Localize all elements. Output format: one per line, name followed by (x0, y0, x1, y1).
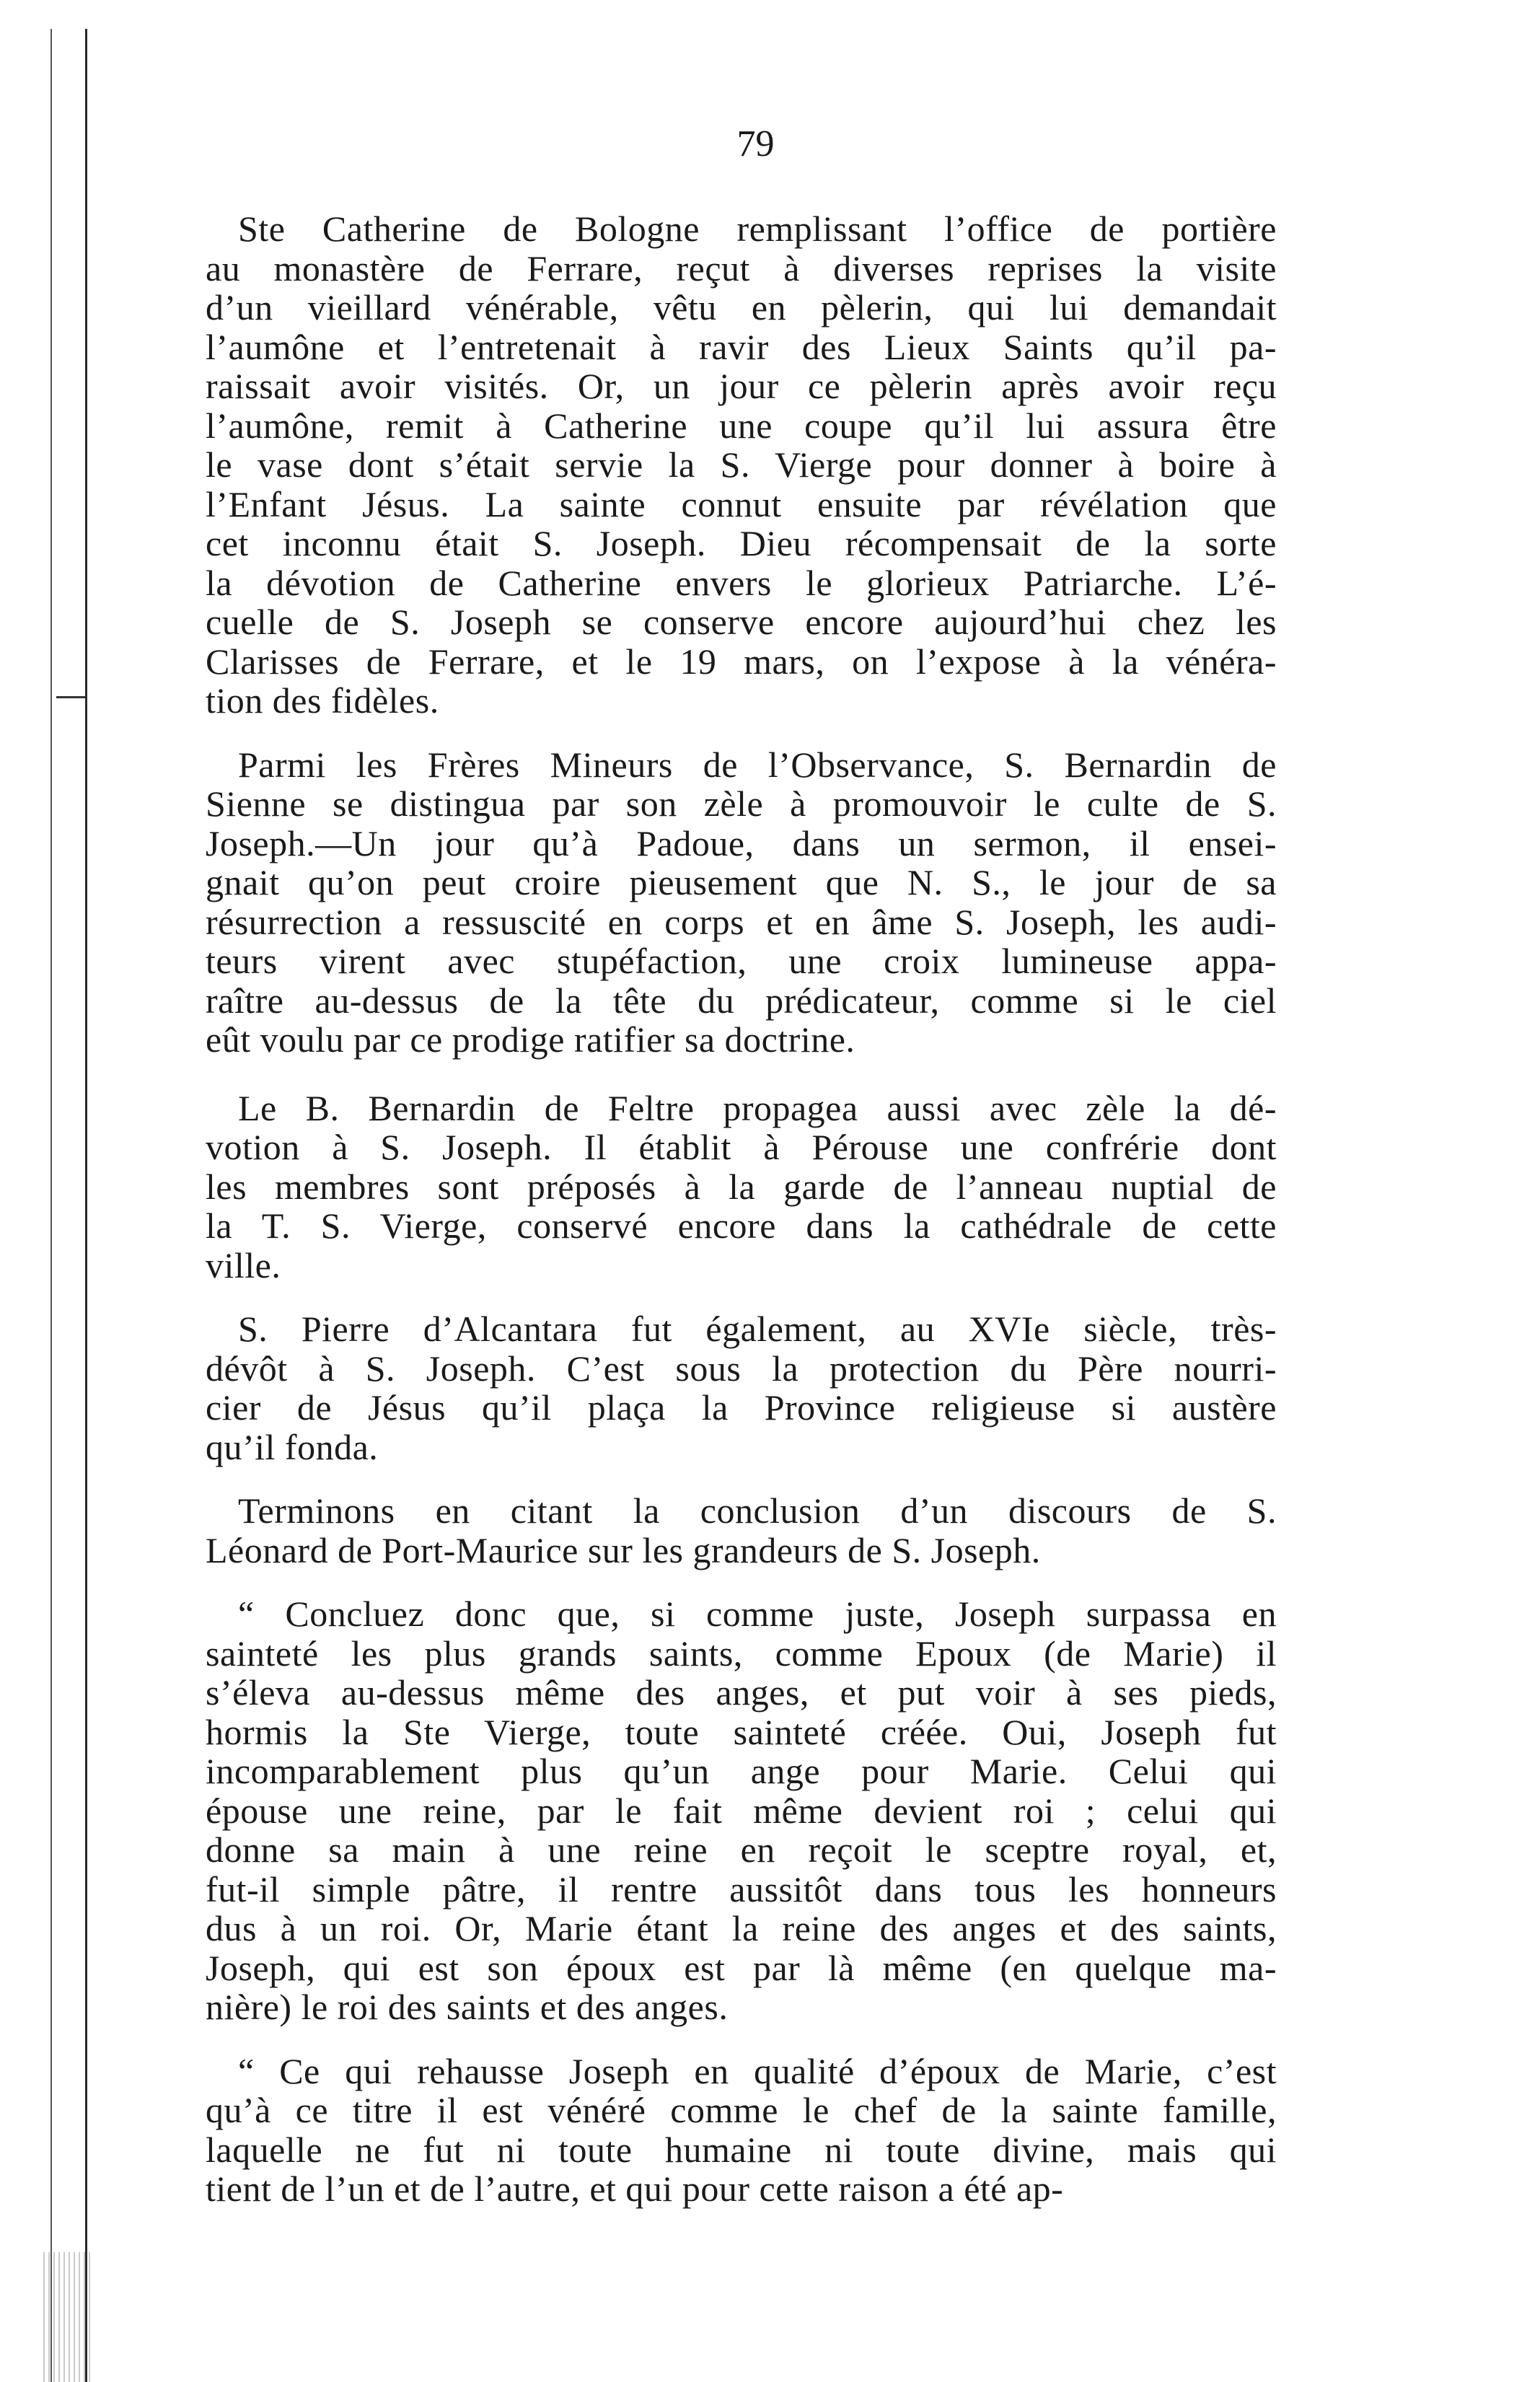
text-line: sainteté les plus grands saints, comme Epoux (de Marie) il (206, 1632, 1277, 1674)
text-line: l’aumône, remit à Catherine une coupe qu’il lui assura être (206, 405, 1277, 446)
text-line: le vase dont s’était servie la S. Vierge pour donner à boire à (206, 444, 1277, 485)
text-line: Joseph, qui est son époux est par là même (en quelque ma- (206, 1947, 1277, 1988)
text-line: raissait avoir visités. Or, un jour ce pèlerin après avoir reçu (206, 366, 1277, 406)
text-line: dus à un roi. Or, Marie étant la reine des anges et des saints, (206, 1908, 1277, 1948)
text-line: cet inconnu était S. Joseph. Dieu récompensait de la sorte (206, 523, 1277, 563)
text-line: la T. S. Vierge, conservé encore dans la cathédrale de cette (206, 1205, 1277, 1246)
text-line: l’Enfant Jésus. La sainte connut ensuite par révélation que (206, 483, 1277, 524)
text-line: s’éleva au-dessus même des anges, et put voir à ses pieds, (206, 1672, 1277, 1713)
text-line: Léonard de Port-Maurice sur les grandeurs de S. Joseph. (206, 1529, 1041, 1570)
text-line: qu’il fonda. (206, 1426, 379, 1467)
paragraph-leonard-intro (206, 1491, 1277, 1570)
text-line: raître au-dessus de la tête du prédicateur, comme si le ciel (206, 980, 1277, 1021)
binding-rule-outer (50, 29, 52, 2382)
paragraph-quote-1 (206, 1594, 1277, 2027)
binding-edge (0, 0, 94, 2382)
text-line: Terminons en citant la conclusion d’un discours de S. (238, 1490, 1277, 1531)
text-line: les membres sont préposés à la garde de l’anneau nuptial de (206, 1166, 1277, 1207)
text-line: tion des fidèles. (206, 680, 439, 721)
text-line: incomparablement plus qu’un ange pour Marie. Celui qui (206, 1751, 1277, 1791)
text-line: d’un vieillard vénérable, vêtu en pèlerin, qui lui demandait (206, 287, 1277, 328)
text-line: Parmi les Frères Mineurs de l’Observance, S. Bernardin de (238, 744, 1277, 785)
text-line: au monastère de Ferrare, reçut à diverses reprises la visite (206, 247, 1277, 289)
text-line: gnait qu’on peut croire pieusement que N. S., le jour de sa (206, 862, 1277, 902)
text-line: S. Pierre d’Alcantara fut également, au XVIe siècle, très- (238, 1309, 1277, 1349)
page-body (206, 123, 1277, 2209)
page-number: 79 (736, 123, 775, 164)
text-line: nière) le roi des saints et des anges. (206, 1987, 729, 2027)
text-line: eût voulu par ce prodige ratifier sa doctrine. (206, 1019, 855, 1060)
text-line: la dévotion de Catherine envers le glorieux Patriarche. L’é- (206, 562, 1277, 603)
text-line: résurrection a ressuscité en corps et en âme S. Joseph, les audi- (206, 901, 1277, 942)
text-line: “ Concluez donc que, si comme juste, Joseph surpassa en (238, 1594, 1277, 1634)
paragraph-pierre-alcantara (206, 1309, 1277, 1467)
text-line: “ Ce qui rehausse Joseph en qualité d’époux de Marie, c’est (238, 2050, 1277, 2091)
binding-speckle (43, 2252, 94, 2382)
text-line: votion à S. Joseph. Il établit à Pérouse une confrérie dont (206, 1127, 1277, 1167)
text-line: fut-il simple pâtre, il rentre aussitôt dans tous les honneurs (206, 1868, 1277, 1909)
paragraph-catherine (206, 209, 1277, 721)
text-line: Ste Catherine de Bologne remplissant l’office de portière (238, 208, 1277, 249)
text-line: donne sa main à une reine en reçoit le sceptre royal, et, (206, 1829, 1277, 1870)
paragraph-bernardin-sienne (206, 745, 1277, 1060)
binding-tick (56, 696, 85, 698)
text-line: hormis la Ste Vierge, toute sainteté créée. Oui, Joseph fut (206, 1711, 1277, 1752)
text-line: dévôt à S. Joseph. C’est sous la protection du Père nourri- (206, 1348, 1277, 1389)
text-line: épouse une reine, par le fait même devient roi ; celui qui (206, 1790, 1277, 1831)
text-line: teurs virent avec stupéfaction, une croix lumineuse appa- (206, 941, 1277, 981)
binding-rule-inner (85, 29, 87, 2382)
text-line: ville. (206, 1244, 281, 1286)
text-line: l’aumône et l’entretenait à ravir des Lieux Saints qu’il pa- (206, 326, 1277, 367)
paragraph-quote-2 (206, 2052, 1277, 2209)
text-line: Joseph.—Un jour qu’à Padoue, dans un sermon, il ensei- (206, 822, 1277, 863)
text-line: Clarisses de Ferrare, et le 19 mars, on l’expose à la vénéra- (206, 641, 1277, 682)
text-line: tient de l’un et de l’autre, et qui pour cette raison a été ap- (206, 2168, 1064, 2209)
text-line: Sienne se distingua par son zèle à promouvoir le culte de S. (206, 783, 1277, 824)
text-line: qu’à ce titre il est vénéré comme le chef de la sainte famille, (206, 2090, 1277, 2130)
text-line: cuelle de S. Joseph se conserve encore aujourd’hui chez les (206, 602, 1277, 642)
paragraph-bernardin-feltre (206, 1089, 1277, 1286)
text-line: Le B. Bernardin de Feltre propagea aussi avec zèle la dé- (238, 1087, 1277, 1128)
text-line: laquelle ne fut ni toute humaine ni toute divine, mais qui (206, 2129, 1277, 2170)
text-line: cier de Jésus qu’il plaça la Province religieuse si austère (206, 1387, 1277, 1428)
